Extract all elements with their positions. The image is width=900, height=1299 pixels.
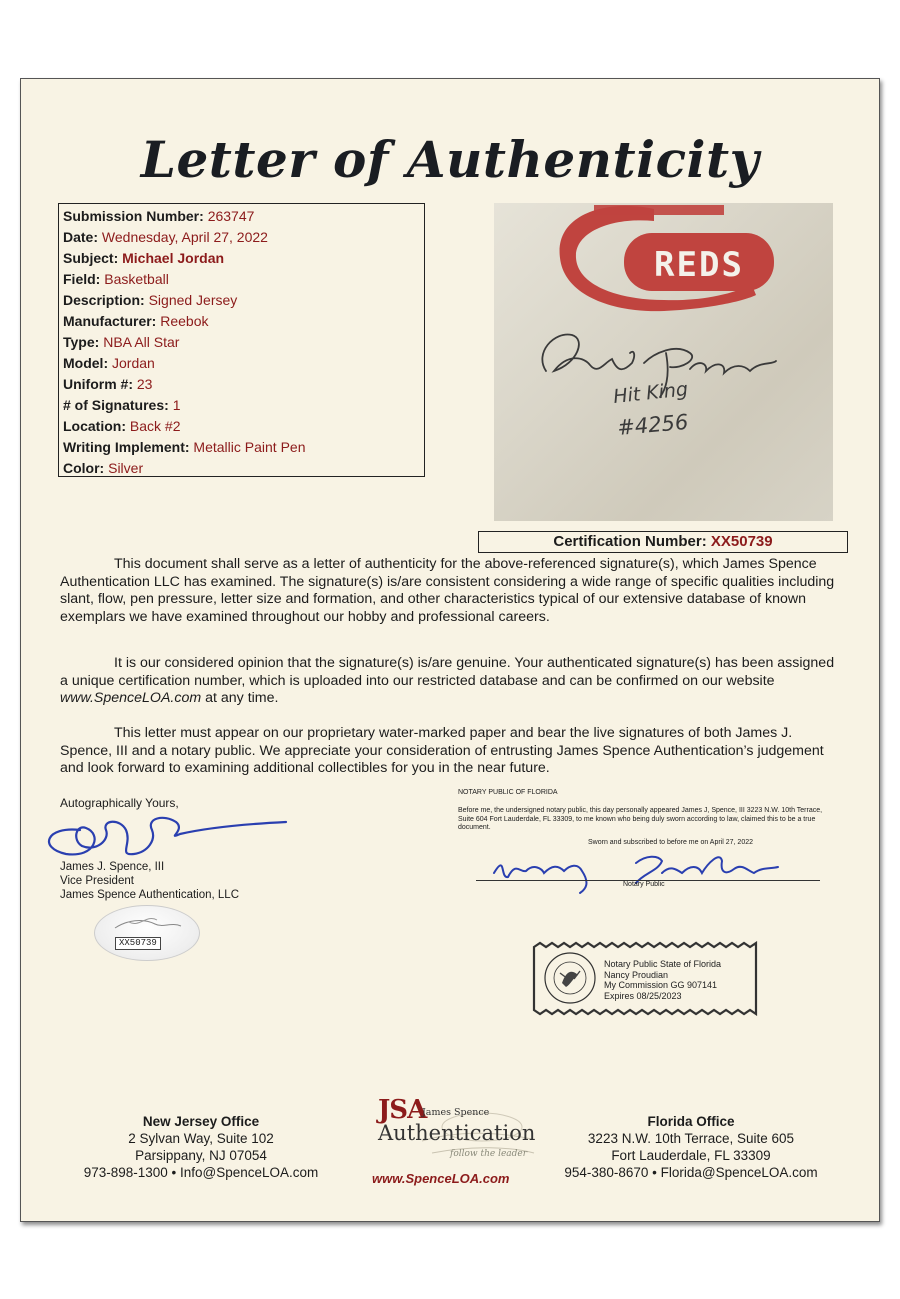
website-link[interactable]: www.SpenceLOA.com xyxy=(60,690,202,706)
detail-location: Location: Back #2 xyxy=(63,418,181,434)
spence-signature xyxy=(36,800,296,862)
signer-name: James J. Spence, III xyxy=(60,861,165,873)
fl-email[interactable]: Florida@SpenceLOA.com xyxy=(660,1165,818,1180)
item-photo xyxy=(494,203,833,521)
svg-text:#4256: #4256 xyxy=(616,409,690,440)
detail-submission-number: Submission Number: 263747 xyxy=(63,208,255,224)
detail-date: Date: Wednesday, April 27, 2022 xyxy=(63,229,268,245)
signer-company: James Spence Authentication, LLC xyxy=(60,889,240,901)
fl-phone: 954-380-8670 xyxy=(564,1165,649,1180)
notary-signature xyxy=(486,843,786,898)
document-title: Letter of Authenticity xyxy=(140,130,760,189)
svg-text:REDS: REDS xyxy=(654,245,744,285)
detail-color: Color: Silver xyxy=(63,460,144,476)
certification-number-value: XX50739 xyxy=(710,533,773,550)
notary-sworn-date: Sworn and subscribed to before me on April 27, 2022 xyxy=(588,839,753,846)
signer-block xyxy=(60,860,239,902)
detail-uniform-number: Uniform #: 23 xyxy=(63,376,153,392)
notary-statement: Before me, the undersigned notary public, this day personally appeared James J, Spence, III 3223 N.W. 10th Terrace, Suite 604 Fort Lauderdale, FL 33309, to me known who being duly sworn according to law, claimed this to be a true document. xyxy=(458,807,823,831)
paragraph-authenticity: This document shall serve as a letter of authenticity for the above-referenced signature(s), which James Spence Authentication LLC has examined. The signature(s) is/are consistent considering a wide range of specific qualities including slant, flow, pen pressure, letter size and formation, and other characteristics typical of our extensive database of known exemplars we have examined throughout our hobby and professional careers. xyxy=(60,556,835,625)
detail-field: Field: Basketball xyxy=(63,271,169,287)
new-jersey-office: New Jersey Office 2 Sylvan Way, Suite 102 Parsippany, NJ 07054 973-898-1300 • Info@SpenceLOA.com xyxy=(83,1114,319,1180)
sticker-code: XX50739 xyxy=(115,937,161,950)
detail-manufacturer: Manufacturer: Reebok xyxy=(63,313,209,329)
paragraph-requirements: This letter must appear on our proprietary water-marked paper and bear the live signatures of both James J. Spence, III and a notary public. We appreciate your consideration of entrusting James Spence Authentication’s judgement and look forward to examining additional collectibles for you in the near future. xyxy=(60,725,824,776)
reds-logo xyxy=(560,205,774,311)
submission-details xyxy=(58,203,425,477)
signature-inscription xyxy=(542,335,776,440)
detail-subject: Subject: Michael Jordan xyxy=(63,250,225,266)
logo-website[interactable]: www.SpenceLOA.com xyxy=(372,1171,510,1186)
svg-text:Hit King: Hit King xyxy=(612,378,690,408)
detail-type: Type: NBA All Star xyxy=(63,334,180,350)
nj-email[interactable]: Info@SpenceLOA.com xyxy=(180,1165,319,1180)
closing-salutation: Autographically Yours, xyxy=(60,796,179,810)
detail-writing-implement: Writing Implement: Metallic Paint Pen xyxy=(63,439,306,455)
detail-description: Description: Signed Jersey xyxy=(63,292,238,308)
notary-signature-label: Notary Public xyxy=(623,881,665,888)
jsa-hologram-sticker xyxy=(94,905,200,961)
certification-number: Certification Number: XX50739 xyxy=(478,531,848,553)
jsa-logo: JSA James Spence Authentication follow the leader www.SpenceLOA.com xyxy=(372,1095,536,1186)
jersey-photo-graphic xyxy=(494,203,833,521)
notary-stamp-text: Notary Public State of Florida Nancy Proudian My Commission GG 907141 Expires 08/25/2023 xyxy=(604,959,722,1001)
detail-model: Model: Jordan xyxy=(63,355,155,371)
nj-phone: 973-898-1300 xyxy=(83,1165,168,1180)
signer-title: Vice President xyxy=(60,875,134,887)
detail-signature-count: # of Signatures: 1 xyxy=(63,397,181,413)
paragraph-opinion: It is our considered opinion that the signature(s) is/are genuine. Your authenticated signature(s) has been assigned a unique certification number, which is uploaded into our restricted database and can be confirmed on our website www.SpenceLOA.com at any time. xyxy=(60,655,835,706)
notary-heading: NOTARY PUBLIC OF FLORIDA xyxy=(458,789,558,796)
florida-office: Florida Office 3223 N.W. 10th Terrace, Suite 605 Fort Lauderdale, FL 33309 954-380-8670 • Florida@SpenceLOA.com xyxy=(564,1114,818,1180)
